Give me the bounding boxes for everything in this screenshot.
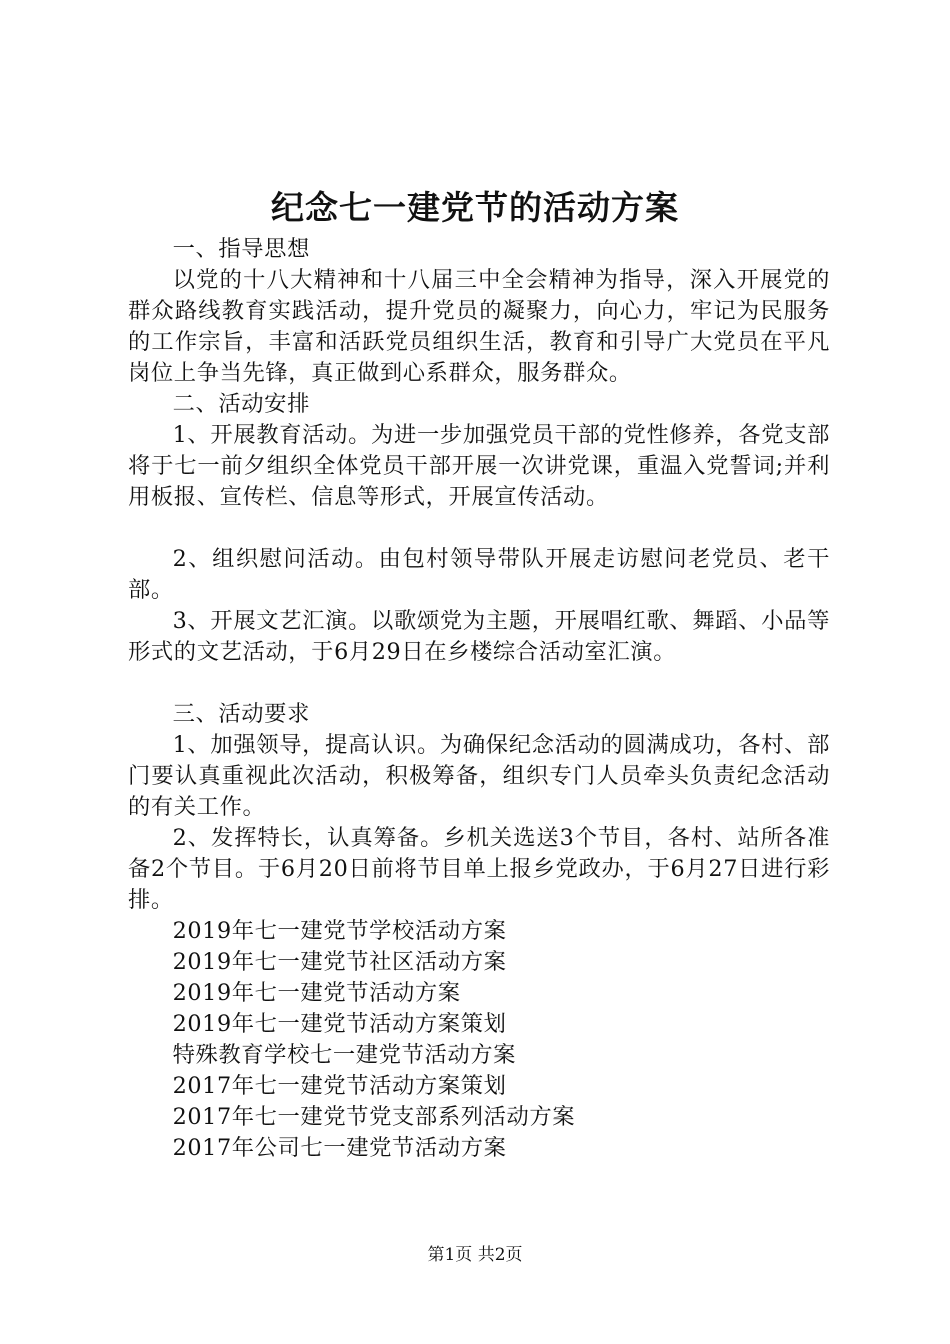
paragraph-prepare-programs: 2、发挥特长，认真筹备。乡机关选送3个节目，各村、站所各准备2个节目。于6月20日前将节目单上报乡党政办，于6月27日进行彩排。 [128,825,830,913]
paragraph-guiding-thought: 以党的十八大精神和十八届三中全会精神为指导，深入开展党的群众路线教育实践活动，提升党员的凝聚力，向心力，牢记为民服务的工作宗旨，丰富和活跃党员组织生活，教育和引导广大党员在平凡岗位上争当先锋，真正做到心系群众，服务群众。 [128,267,830,386]
related-link[interactable]: 2019年七一建党节社区活动方案 [172,949,507,975]
related-link[interactable]: 2019年七一建党节活动方案策划 [172,1011,507,1037]
section-heading-activity-arrangement: 二、活动安排 [172,391,310,417]
section-heading-guiding-thought: 一、指导思想 [172,236,310,262]
paragraph-education-activity: 1、开展教育活动。为进一步加强党员干部的党性修养，各党支部将于七一前夕组织全体党员干部开展一次讲党课，重温入党誓词;并利用板报、宣传栏、信息等形式，开展宣传活动。 [128,422,830,510]
blank-line [128,668,830,699]
related-link[interactable]: 2017年公司七一建党节活动方案 [172,1135,507,1161]
document-title: 纪念七一建党节的活动方案 [271,188,679,227]
blank-line [128,513,830,544]
related-link[interactable]: 特殊教育学校七一建党节活动方案 [172,1042,517,1068]
related-link[interactable]: 2017年七一建党节党支部系列活动方案 [172,1104,576,1130]
section-heading-activity-requirements: 三、活动要求 [172,701,310,727]
document-body [128,234,830,1164]
page-number-footer: 第1页 共2页 [427,1245,523,1265]
related-link[interactable]: 2017年七一建党节活动方案策划 [172,1073,507,1099]
related-link[interactable]: 2019年七一建党节学校活动方案 [172,918,507,944]
paragraph-strengthen-leadership: 1、加强领导，提高认识。为确保纪念活动的圆满成功，各村、部门要认真重视此次活动，积极筹备，组织专门人员牵头负责纪念活动的有关工作。 [128,732,830,820]
paragraph-art-performance: 3、开展文艺汇演。以歌颂党为主题，开展唱红歌、舞蹈、小品等形式的文艺活动，于6月29日在乡楼综合活动室汇演。 [128,608,830,665]
paragraph-visit-activity: 2、组织慰问活动。由包村领导带队开展走访慰问老党员、老干部。 [128,546,830,603]
related-link[interactable]: 2019年七一建党节活动方案 [172,980,461,1006]
